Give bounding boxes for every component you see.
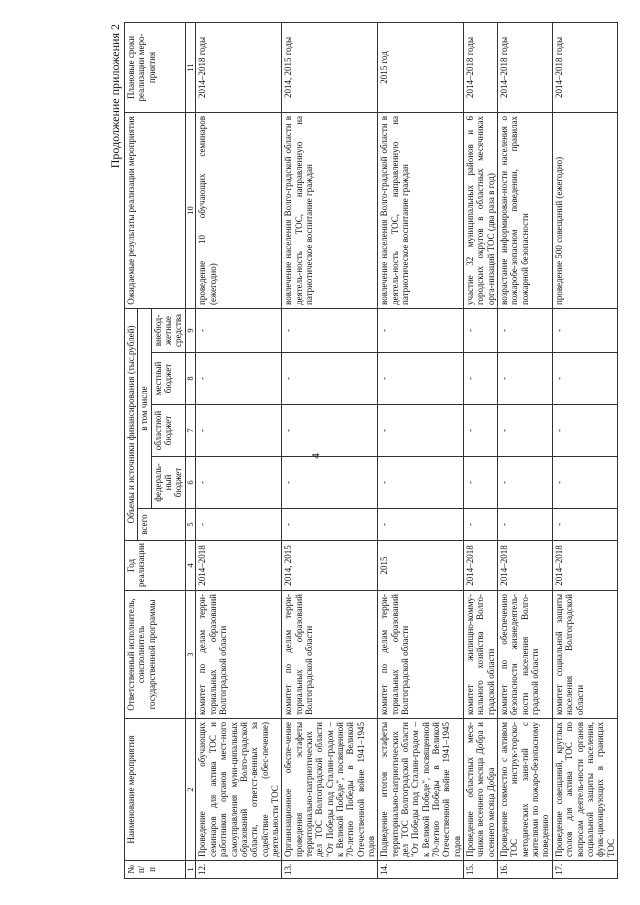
expected-result: возрастание информирован-ности населения о пожаробе-зопасном поведении, правилах пожарной безопасности: [498, 112, 553, 308]
expected-result: проведение 10 обучающих семинаров (ежегодно): [196, 112, 282, 308]
row-number: 16.: [498, 861, 553, 879]
continuation-label: Продолжение приложения 2: [108, 24, 122, 169]
table-body: [196, 22, 617, 878]
funding-total: -: [282, 509, 378, 541]
col-number: 9: [185, 308, 196, 352]
row-number: 12.: [196, 861, 282, 879]
funding-federal: -: [552, 457, 617, 509]
funding-federal: -: [464, 457, 498, 509]
header-name: Наименование мероприятия: [125, 719, 186, 861]
header-year: Год реализации: [125, 541, 186, 591]
responsible-executor: комитет по делам терри-ториальных образований Волгоградской области: [378, 591, 464, 719]
implementation-year: 2014–2018: [552, 541, 617, 591]
table-row: [378, 22, 464, 878]
funding-regional: -: [378, 405, 464, 457]
header-in-that: в том числе: [138, 308, 151, 508]
header-local: местный бюджет: [151, 353, 185, 405]
col-number: 2: [185, 719, 196, 861]
implementation-year: 2014–2018: [196, 541, 282, 591]
row-number: 14.: [378, 861, 464, 879]
funding-extra: -: [378, 308, 464, 352]
header-responsible: Ответственный исполнитель, соисполнитель государственной программы: [125, 591, 186, 719]
funding-total: -: [552, 509, 617, 541]
funding-extra: -: [498, 308, 553, 352]
activity-name: Подведение итогов эстафеты территориально-патриотических дел ТОС Волгоградской области "От Победы под Сталин-градом – к Великой Победе", посвященной 70-летию Победы в Великой Отечественной войне 1941–1945 годов: [378, 719, 464, 861]
funding-extra: -: [552, 308, 617, 352]
header-regional: областной бюджет: [151, 405, 185, 457]
table-row: [552, 22, 617, 878]
funding-federal: -: [196, 457, 282, 509]
col-number: 6: [185, 457, 196, 509]
planned-terms: 2014–2018 годы: [552, 22, 617, 112]
funding-extra: -: [464, 308, 498, 352]
implementation-year: 2014–2018: [464, 541, 498, 591]
funding-regional: -: [282, 405, 378, 457]
column-number-row: [185, 22, 196, 878]
responsible-executor: комитет по делам терри-ториальных образований Волгоградской области: [196, 591, 282, 719]
activity-name: Проведение совещаний, круглых столов для актива ТОС по вопросам деятель-ности органов социальной защиты населения, функ-ционирующих в границах ТОС: [552, 719, 617, 861]
rotated-table-page: [106, 16, 636, 885]
header-terms: Плановые сроки реализации меро-приятия: [125, 22, 186, 112]
row-number: 17.: [552, 861, 617, 879]
expected-result: участие 32 муниципальных районов и 6 городских округов в областных месячниках орга-низаций ТОС (два раза в год): [464, 112, 498, 308]
table-row: [282, 22, 378, 878]
funding-total: -: [196, 509, 282, 541]
expected-result: вовлечение населения Волго-градской области в деятель-ность ТОС, направленную на патриотическое воспитание граждан: [282, 112, 378, 308]
col-number: 11: [185, 22, 196, 112]
page-number: 4: [310, 453, 322, 459]
funding-local: -: [498, 353, 553, 405]
funding-total: -: [498, 509, 553, 541]
col-number: 5: [185, 509, 196, 541]
header-num: № п/п: [125, 861, 186, 879]
planned-terms: 2015 год: [378, 22, 464, 112]
implementation-year: 2015: [378, 541, 464, 591]
header-funding: Объемы и источники финансирования (тыс.рублей): [125, 308, 138, 540]
planned-terms: 2014, 2015 годы: [282, 22, 378, 112]
col-number: 10: [185, 112, 196, 308]
planned-terms: 2014–2018 годы: [498, 22, 553, 112]
funding-local: -: [378, 353, 464, 405]
responsible-executor: комитет жилищно-комму-нального хозяйства Волго-градской области: [464, 591, 498, 719]
activity-name: Организационное обеспе-чение проведения эстафеты территориально-патриотических дел ТОС Волгоградской области "От Победы под Сталин-градом – к Великой Победе", посвященной 70-летию Победы в Великой Отечественной войне 1941–1945 годов: [282, 719, 378, 861]
implementation-year: 2014–2018: [498, 541, 553, 591]
funding-extra: -: [196, 308, 282, 352]
activity-name: Проведение совместно с активом ТОС инструк-торско-методических заня-тий с жителями по пожаро-безопасному поведению: [498, 719, 553, 861]
funding-total: -: [464, 509, 498, 541]
table-row: [464, 22, 498, 878]
implementation-year: 2014, 2015: [282, 541, 378, 591]
program-activities-table: [124, 22, 618, 879]
funding-local: -: [282, 353, 378, 405]
funding-local: -: [552, 353, 617, 405]
funding-federal: -: [378, 457, 464, 509]
col-number: 1: [185, 861, 196, 879]
activity-name: Проведение обучающих семинаров для актива ТОС и работников органов мест-ного самоуправления муни-ципальных образований Волго-градской области, ответст-венных за содействие (обес-печение) деятельности ТОС: [196, 719, 282, 861]
table-row: [498, 22, 553, 878]
header-extra: внебюд-жетные средства: [151, 308, 185, 352]
funding-regional: -: [552, 405, 617, 457]
col-number: 7: [185, 405, 196, 457]
funding-total: -: [378, 509, 464, 541]
funding-regional: -: [464, 405, 498, 457]
responsible-executor: комитет по обеспечению безопасности жизнедеятель-ности населения Волго-градской области: [498, 591, 553, 719]
funding-local: -: [196, 353, 282, 405]
col-number: 3: [185, 591, 196, 719]
header-results: Ожидаемые результаты реализации мероприятия: [125, 112, 186, 308]
funding-federal: -: [498, 457, 553, 509]
funding-regional: -: [196, 405, 282, 457]
expected-result: вовлечение населения Волго-градской области в деятель-ность ТОС, направленную на патриотическое воспитание граждан: [378, 112, 464, 308]
funding-extra: -: [282, 308, 378, 352]
responsible-executor: комитет социальной защиты населения Волгоградской области: [552, 591, 617, 719]
header-federal: федераль-ный бюджет: [151, 457, 185, 509]
planned-terms: 2014–2018 годы: [464, 22, 498, 112]
responsible-executor: комитет по делам терри-ториальных образований Волгоградской области: [282, 591, 378, 719]
row-number: 15.: [464, 861, 498, 879]
funding-local: -: [464, 353, 498, 405]
row-number: 13.: [282, 861, 378, 879]
funding-regional: -: [498, 405, 553, 457]
col-number: 8: [185, 353, 196, 405]
table-row: [196, 22, 282, 878]
header-total: всего: [138, 509, 185, 541]
funding-federal: -: [282, 457, 378, 509]
expected-result: проведение 500 совещаний (ежегодно): [552, 112, 617, 308]
activity-name: Проведение областных меся-чников весеннего месяца Добра и осеннего месяца Добра: [464, 719, 498, 861]
planned-terms: 2014–2018 годы: [196, 22, 282, 112]
col-number: 4: [185, 541, 196, 591]
